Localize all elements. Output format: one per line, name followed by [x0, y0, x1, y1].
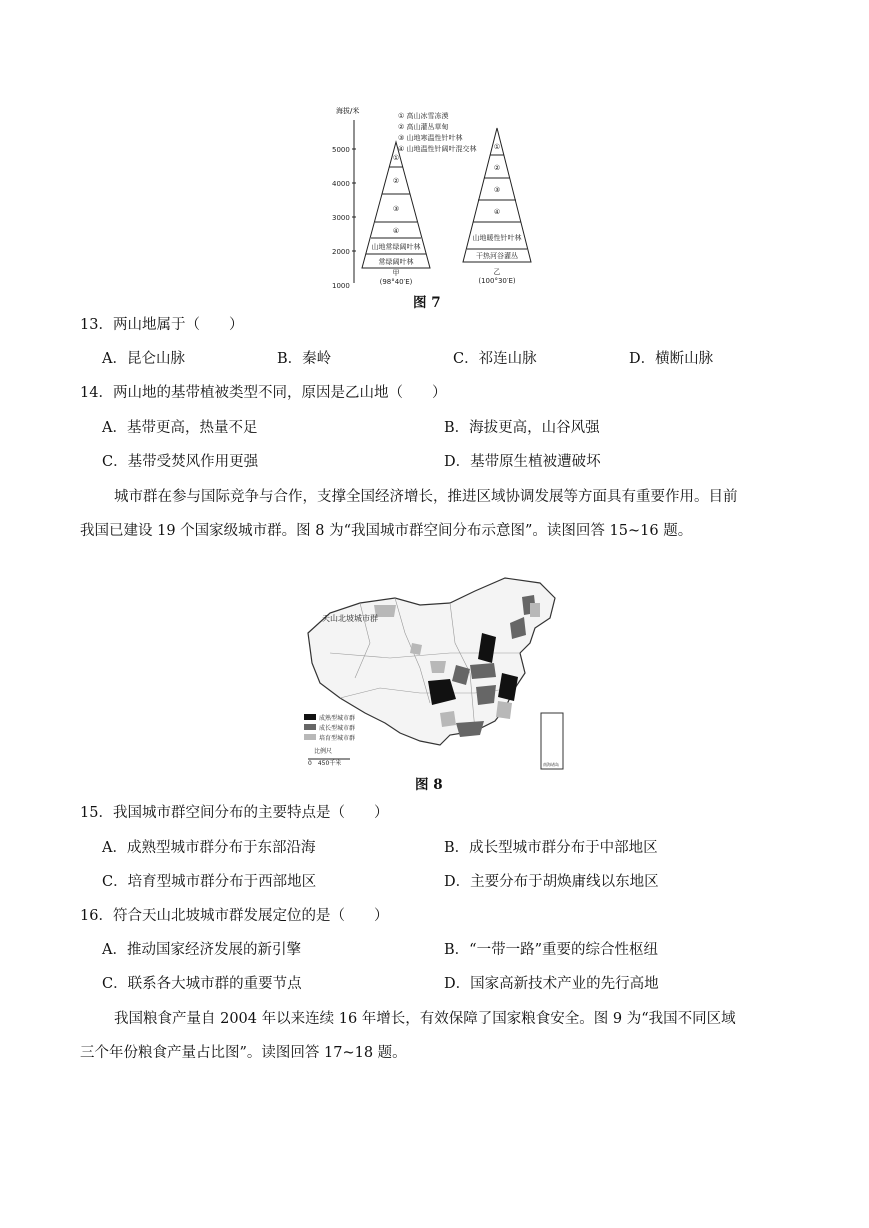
q14-option-a: A．基带更高，热量不足: [102, 420, 258, 436]
svg-text:①: ①: [493, 143, 501, 151]
fig7-yi-coord: (100°30′E): [478, 277, 516, 285]
q13-option-b: B．秦岭: [277, 351, 332, 367]
svg-text:②: ②: [392, 177, 400, 185]
svg-text:②: ②: [493, 164, 501, 172]
fig7-legend-item: ② 高山灌丛草甸: [398, 123, 449, 131]
figure-7-vegetation-zones: [328, 100, 543, 295]
question-15-stem: 15．我国城市群空间分布的主要特点是（ ）: [80, 805, 389, 821]
svg-text:④: ④: [392, 227, 400, 235]
q15-option-d: D．主要分布于胡焕庸线以东地区: [444, 874, 659, 890]
fig7-yi-belt0: 干热河谷灌丛: [476, 252, 518, 260]
svg-text:④: ④: [493, 208, 501, 216]
q14-option-b: B．海拔更高，山谷风强: [444, 420, 600, 436]
q16-option-b: B．“一带一路”重要的综合性枢纽: [444, 942, 658, 958]
figure-8-caption: 图 8: [415, 777, 443, 793]
question-13-stem: 13．两山地属于（ ）: [80, 317, 244, 333]
svg-text:③: ③: [392, 205, 400, 213]
q15-option-a: A．成熟型城市群分布于东部沿海: [102, 840, 316, 856]
q13-option-c: C．祁连山脉: [453, 351, 537, 367]
fig7-yi-belt1: 山地暖性针叶林: [472, 234, 522, 242]
q15-option-b: B．成长型城市群分布于中部地区: [444, 840, 658, 856]
question-16-stem: 16．符合天山北坡城市群发展定位的是（ ）: [80, 908, 389, 924]
passage-grain-production: 我国粮食产量自 2004 年以来连续 16 年增长，有效保障了国家粮食安全。图 9 为“我国不同区域三个年份粮食产量占比图”。读图回答 17~18 题。: [80, 1011, 736, 1061]
q15-option-c: C．培育型城市群分布于西部地区: [102, 874, 317, 890]
figure-8-china-city-clusters-map: [300, 573, 565, 773]
fig7-legend-item: ④ 山地温性针阔叶混交林: [398, 145, 477, 153]
inset-label: 南海诸岛: [543, 762, 559, 767]
q14-option-d: D．基带原生植被遭破坏: [444, 454, 601, 470]
fig7-ytick: 4000: [332, 180, 350, 188]
q13-option-d: D．横断山脉: [629, 351, 714, 367]
q16-option-d: D．国家高新技术产业的先行高地: [444, 976, 659, 992]
fig7-ytick: 2000: [332, 248, 350, 256]
passage-urban-agglomerations: 城市群在参与国际竞争与合作，支撑全国经济增长，推进区域协调发展等方面具有重要作用。目前我国已建设 19 个国家级城市群。图 8 为“我国城市群空间分布示意图”。读图回答 15~16 题。: [80, 489, 738, 539]
q14-option-c: C．基带受焚风作用更强: [102, 454, 259, 470]
south-china-sea-inset: [541, 713, 563, 769]
q16-option-a: A．推动国家经济发展的新引擎: [102, 942, 301, 958]
fig7-ytick: 3000: [332, 214, 350, 222]
legend-growing: 成长型城市群: [319, 725, 356, 732]
question-14-stem: 14．两山地的基带植被类型不同，原因是乙山地（ ）: [80, 385, 447, 401]
svg-text:③: ③: [493, 186, 501, 194]
fig7-ytick: 5000: [332, 146, 350, 154]
fig7-jia-coord: (98°40′E): [379, 278, 413, 286]
q13-option-a: A．昆仑山脉: [102, 351, 185, 367]
legend-mature: 成熟型城市群: [319, 715, 356, 722]
fig7-ytick: 1000: [332, 282, 350, 290]
scale-text: 0 450千米: [308, 760, 342, 767]
fig7-jia-name: 甲: [392, 269, 400, 277]
legend-cultivating: 培育型城市群: [319, 735, 356, 742]
fig7-yi-name: 乙: [493, 268, 501, 276]
scale-title: 比例尺: [314, 748, 333, 755]
fig7-ylabel: 海拔/米: [336, 107, 360, 115]
figure-7-caption: 图 7: [413, 295, 441, 311]
fig7-legend-item: ③ 山地寒温性针叶林: [398, 134, 463, 142]
q16-option-c: C．联系各大城市群的重要节点: [102, 976, 302, 992]
svg-text:①: ①: [392, 154, 400, 162]
fig7-legend-item: ① 高山冰雪冻漠: [398, 112, 449, 120]
fig7-jia-belt1: 山地常绿阔叶林: [371, 243, 421, 251]
tianshan-label: 天山北坡城市群: [322, 614, 378, 623]
fig7-jia-belt0: 常绿阔叶林: [378, 258, 414, 266]
